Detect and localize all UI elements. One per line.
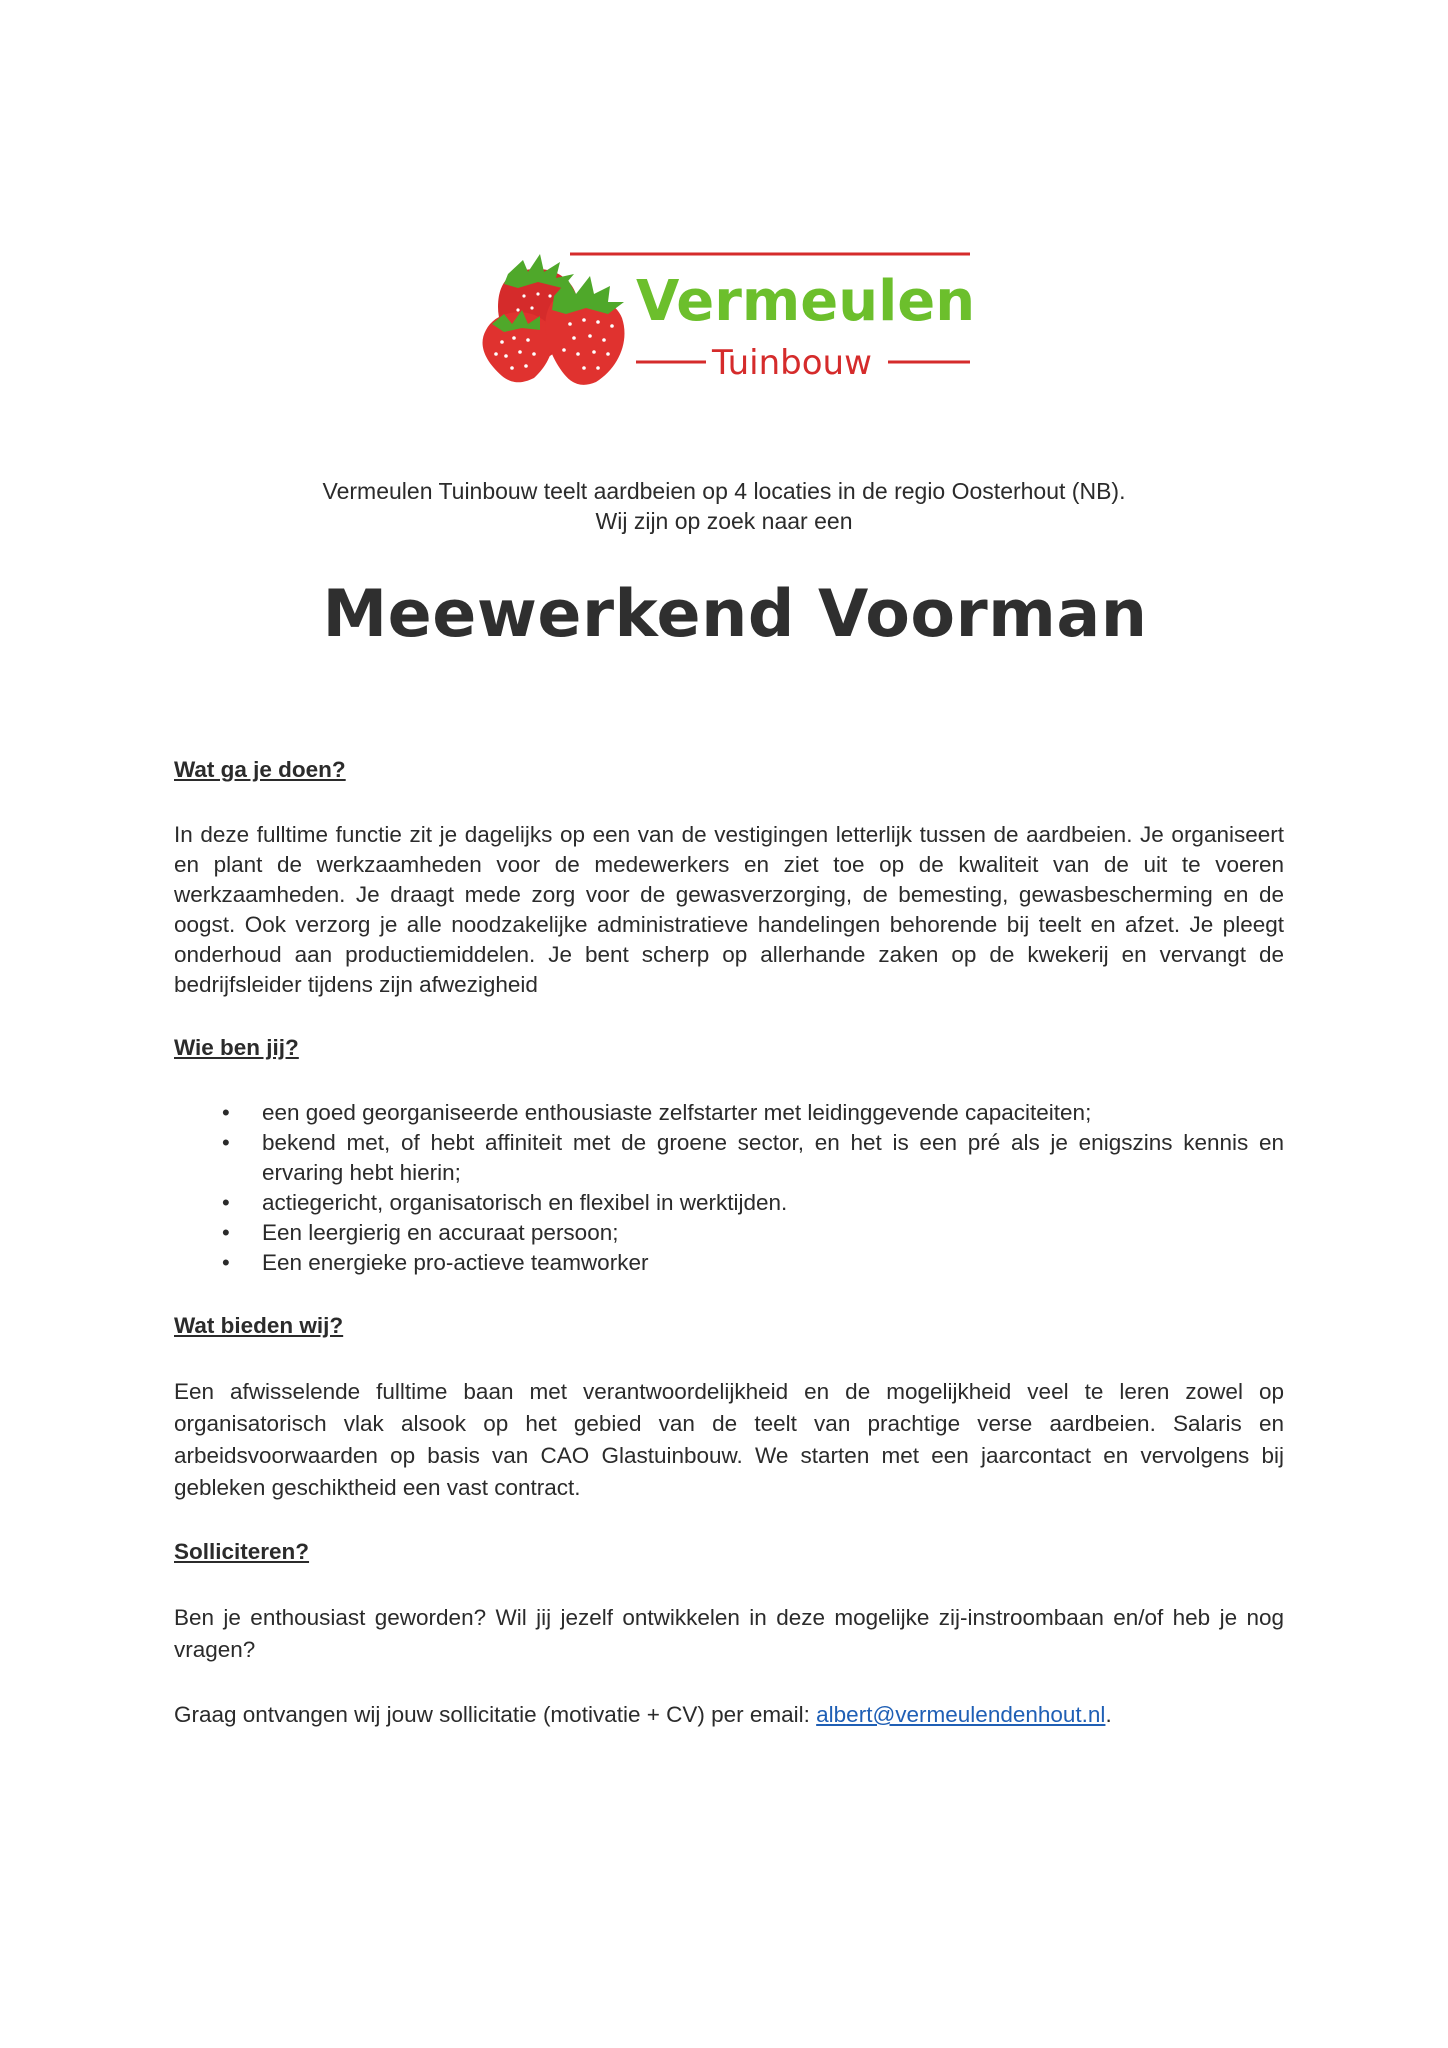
heading-who-are-you: Wie ben jij? [174, 1035, 299, 1060]
list-item: • een goed georganiseerde enthousiaste zelfstarter met leidinggevende capaciteiten; [174, 1098, 1284, 1128]
apply-email-suffix: . [1105, 1702, 1112, 1727]
company-logo [478, 232, 978, 390]
heading-what-we-offer: Wat bieden wij? [174, 1313, 344, 1338]
list-item: • bekend met, of hebt affiniteit met de groene sector, en het is een pré als je enigszins kennis en ervaring hebt hierin; [174, 1128, 1284, 1188]
intro-line-2: Wij zijn op zoek naar een [595, 508, 853, 534]
email-link[interactable]: albert@vermeulendenhout.nl [816, 1702, 1106, 1727]
vacancy-content [174, 755, 1284, 1730]
list-item: • Een leergierig en accuraat persoon; [174, 1218, 1284, 1248]
job-title: Meewerkend Voorman [322, 577, 1148, 652]
list-item: • actiegericht, organisatorisch en flexibel in werktijden. [174, 1188, 1284, 1218]
logo-brand-name: Vermeulen [636, 269, 976, 334]
strawberry-logo-graphic [478, 232, 978, 390]
logo-brand-sub: Tuinbouw [712, 343, 872, 383]
apply-email-line [174, 1700, 1284, 1730]
heading-what-to-do: Wat ga je doen? [174, 757, 346, 782]
apply-text: Ben je enthousiast geworden? Wil jij jezelf ontwikkelen in deze mogelijke zij-instroombaan en/of heb je nog vragen? [174, 1605, 1284, 1662]
heading-apply: Solliciteren? [174, 1539, 310, 1564]
list-item: • Een energieke pro-actieve teamworker [174, 1248, 1284, 1278]
what-we-offer-text: Een afwisselende fulltime baan met verantwoordelijkheid en de mogelijkheid veel te leren zowel op organisatorisch vlak alsook op het gebied van de teelt van prachtige verse aardbeien. Salaris en arbeidsvoorwaarden op basis van CAO Glastuinbouw. We starten met een jaarcontact en vervolgens bij gebleken geschiktheid een vast contract. [174, 1379, 1284, 1500]
who-are-you-list [174, 1098, 1284, 1278]
what-to-do-text: In deze fulltime functie zit je dagelijks op een van de vestigingen letterlijk tussen de aardbeien. Je organiseert en plant de werkzaamheden voor de medewerkers en ziet toe op de kwaliteit van de uit te voeren werkzaamheden. Je draagt mede zorg voor de gewasverzorging, de bemesting, gewasbescherming en de oogst. Ook verzorg je alle noodzakelijke administratieve handelingen behorende bij teelt en afzet. Je pleegt onderhoud aan productiemiddelen. Je bent scherp op allerhande zaken op de kwekerij en vervangt de bedrijfsleider tijdens zijn afwezigheid [174, 822, 1284, 997]
apply-email-prefix: Graag ontvangen wij jouw sollicitatie (motivatie + CV) per email: [174, 1702, 817, 1727]
strawberry-icon-left [483, 310, 554, 382]
intro-line-1: Vermeulen Tuinbouw teelt aardbeien op 4 locaties in de regio Oosterhout (NB). [322, 478, 1126, 504]
intro-text [0, 476, 1448, 536]
